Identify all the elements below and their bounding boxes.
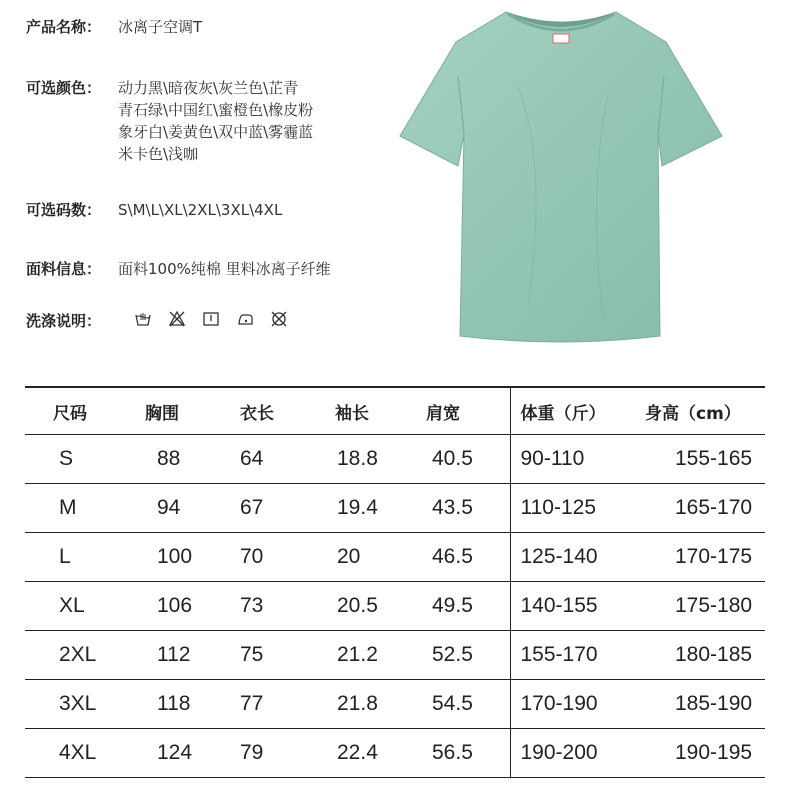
cell-height: 165-170 xyxy=(645,484,765,533)
no-dry-clean-icon xyxy=(270,310,288,328)
color-line: 象牙白\姜黄色\双中蓝\雾霾蓝 xyxy=(118,123,314,141)
cell-size: S xyxy=(25,435,125,484)
cell-sleeve: 20 xyxy=(315,533,410,582)
table-row xyxy=(25,484,765,533)
cell-length: 67 xyxy=(220,484,315,533)
col-header-shoulder: 肩宽 xyxy=(410,387,510,435)
wash-label: 洗涤说明： xyxy=(26,312,102,330)
cell-shoulder: 49.5 xyxy=(410,582,510,631)
tumble-dry-icon xyxy=(202,310,220,328)
cell-sleeve: 19.4 xyxy=(315,484,410,533)
color-label: 可选颜色： xyxy=(26,79,102,97)
size-label: 可选码数： xyxy=(26,201,102,219)
cell-height: 170-175 xyxy=(645,533,765,582)
size-table xyxy=(25,386,765,778)
cell-size: M xyxy=(25,484,125,533)
hand-wash-icon xyxy=(134,310,152,328)
cell-chest: 124 xyxy=(125,729,220,778)
cell-weight: 190-200 xyxy=(510,729,645,778)
tshirt-image xyxy=(398,6,724,346)
cell-weight: 140-155 xyxy=(510,582,645,631)
cell-chest: 112 xyxy=(125,631,220,680)
col-header-weight: 体重（斤） xyxy=(510,387,645,435)
color-line: 青石绿\中国红\蜜橙色\橡皮粉 xyxy=(118,101,314,119)
cell-height: 175-180 xyxy=(645,582,765,631)
cell-weight: 110-125 xyxy=(510,484,645,533)
cell-shoulder: 43.5 xyxy=(410,484,510,533)
table-row xyxy=(25,435,765,484)
iron-low-icon xyxy=(236,310,254,328)
cell-shoulder: 40.5 xyxy=(410,435,510,484)
size-value: S\M\L\XL\2XL\3XL\4XL xyxy=(118,201,283,219)
fabric-label: 面料信息： xyxy=(26,260,102,278)
product-name-value: 冰离子空调T xyxy=(118,18,203,36)
col-header-chest: 胸围 xyxy=(125,387,220,435)
cell-shoulder: 46.5 xyxy=(410,533,510,582)
cell-height: 180-185 xyxy=(645,631,765,680)
cell-weight: 155-170 xyxy=(510,631,645,680)
cell-length: 64 xyxy=(220,435,315,484)
cell-sleeve: 22.4 xyxy=(315,729,410,778)
table-header-row xyxy=(25,387,765,435)
cell-shoulder: 52.5 xyxy=(410,631,510,680)
cell-weight: 90-110 xyxy=(510,435,645,484)
cell-sleeve: 21.8 xyxy=(315,680,410,729)
cell-sleeve: 20.5 xyxy=(315,582,410,631)
cell-chest: 100 xyxy=(125,533,220,582)
cell-length: 75 xyxy=(220,631,315,680)
cell-chest: 94 xyxy=(125,484,220,533)
col-header-length: 衣长 xyxy=(220,387,315,435)
cell-shoulder: 56.5 xyxy=(410,729,510,778)
color-line: 米卡色\浅咖 xyxy=(118,145,199,163)
cell-size: 4XL xyxy=(25,729,125,778)
cell-height: 155-165 xyxy=(645,435,765,484)
table-row xyxy=(25,582,765,631)
cell-chest: 118 xyxy=(125,680,220,729)
cell-length: 79 xyxy=(220,729,315,778)
color-value xyxy=(118,77,313,165)
col-header-size: 尺码 xyxy=(25,387,125,435)
table-row xyxy=(25,729,765,778)
cell-chest: 106 xyxy=(125,582,220,631)
cell-size: 3XL xyxy=(25,680,125,729)
cell-weight: 170-190 xyxy=(510,680,645,729)
table-row xyxy=(25,631,765,680)
product-name-label: 产品名称： xyxy=(26,18,102,36)
col-header-height: 身高（cm） xyxy=(645,387,765,435)
cell-sleeve: 18.8 xyxy=(315,435,410,484)
size-table-body xyxy=(25,435,765,778)
cell-length: 77 xyxy=(220,680,315,729)
table-row xyxy=(25,680,765,729)
cell-sleeve: 21.2 xyxy=(315,631,410,680)
cell-size: XL xyxy=(25,582,125,631)
fabric-value: 面料100%纯棉 里料冰离子纤维 xyxy=(118,260,331,278)
cell-length: 70 xyxy=(220,533,315,582)
table-row xyxy=(25,533,765,582)
care-icons xyxy=(134,310,288,328)
col-header-sleeve: 袖长 xyxy=(315,387,410,435)
cell-height: 190-195 xyxy=(645,729,765,778)
cell-weight: 125-140 xyxy=(510,533,645,582)
cell-shoulder: 54.5 xyxy=(410,680,510,729)
cell-chest: 88 xyxy=(125,435,220,484)
cell-size: 2XL xyxy=(25,631,125,680)
no-bleach-icon xyxy=(168,310,186,328)
cell-height: 185-190 xyxy=(645,680,765,729)
color-line: 动力黑\暗夜灰\灰兰色\芷青 xyxy=(118,79,299,97)
cell-size: L xyxy=(25,533,125,582)
cell-length: 73 xyxy=(220,582,315,631)
